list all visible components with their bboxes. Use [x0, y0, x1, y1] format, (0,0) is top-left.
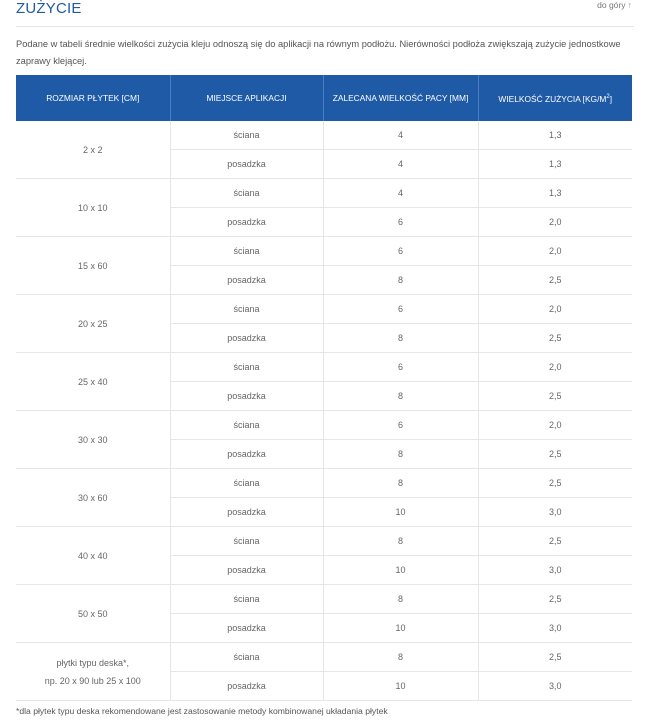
- usage-cell: 2,5: [478, 382, 632, 411]
- trowel-size-cell: 8: [323, 324, 478, 353]
- trowel-size-cell: 8: [323, 440, 478, 469]
- footnote: *dla płytek typu deska rekomendowane jest zastosowanie metody kombinowanej układania płytek: [16, 706, 388, 716]
- trowel-size-cell: 10: [323, 556, 478, 585]
- trowel-size-cell: 8: [323, 266, 478, 295]
- usage-cell: 2,5: [478, 585, 632, 614]
- usage-cell: 3,0: [478, 498, 632, 527]
- trowel-size-cell: 6: [323, 295, 478, 324]
- trowel-size-cell: 6: [323, 353, 478, 382]
- usage-table: [16, 75, 632, 701]
- trowel-size-cell: 4: [323, 179, 478, 208]
- header-usage-text: WIELKOŚĆ ZUŻYCIA [KG/M: [498, 93, 607, 104]
- application-place-cell: posadzka: [170, 672, 323, 701]
- application-place-cell: ściana: [170, 353, 323, 382]
- usage-cell: 2,0: [478, 208, 632, 237]
- application-place-cell: posadzka: [170, 150, 323, 179]
- usage-cell: 3,0: [478, 614, 632, 643]
- trowel-size-cell: 8: [323, 585, 478, 614]
- application-place-cell: ściana: [170, 411, 323, 440]
- application-place-cell: ściana: [170, 527, 323, 556]
- back-to-top-label: do góry: [597, 0, 626, 10]
- application-place-cell: ściana: [170, 237, 323, 266]
- application-place-cell: posadzka: [170, 614, 323, 643]
- application-place-cell: posadzka: [170, 440, 323, 469]
- usage-cell: 1,3: [478, 121, 632, 150]
- trowel-size-cell: 8: [323, 469, 478, 498]
- table-row: [16, 237, 632, 266]
- trowel-size-cell: 10: [323, 672, 478, 701]
- trowel-size-cell: 4: [323, 121, 478, 150]
- tile-size-cell: 10 x 10: [16, 179, 170, 237]
- application-place-cell: ściana: [170, 121, 323, 150]
- section-title: ZUŻYCIE: [16, 0, 82, 17]
- trowel-size-cell: 6: [323, 411, 478, 440]
- usage-cell: 1,3: [478, 179, 632, 208]
- tile-size-cell: 50 x 50: [16, 585, 170, 643]
- table-row: [16, 295, 632, 324]
- table-row: [16, 469, 632, 498]
- application-place-cell: posadzka: [170, 208, 323, 237]
- usage-cell: 2,0: [478, 295, 632, 324]
- tile-size-cell: 30 x 30: [16, 411, 170, 469]
- tile-size-cell: 2 x 2: [16, 121, 170, 179]
- table-header-row: [16, 75, 632, 121]
- tile-size-line: płytki typu deska*,: [56, 657, 130, 668]
- application-place-cell: ściana: [170, 643, 323, 672]
- trowel-size-cell: 10: [323, 498, 478, 527]
- table-row: [16, 411, 632, 440]
- trowel-size-cell: 10: [323, 614, 478, 643]
- table-row: [16, 121, 632, 150]
- trowel-size-cell: 8: [323, 382, 478, 411]
- header-usage-sup: 2: [606, 94, 610, 101]
- tile-size-cell: 20 x 25: [16, 295, 170, 353]
- application-place-cell: ściana: [170, 469, 323, 498]
- intro-text: Podane w tabeli średnie wielkości zużycia kleju odnoszą się do aplikacji na równym podłożu. Nierówności podłoża zwiększają zużycie jednostkowe zaprawy klejącej.: [16, 39, 621, 66]
- usage-cell: 2,0: [478, 353, 632, 382]
- application-place-cell: posadzka: [170, 556, 323, 585]
- table-row: [16, 353, 632, 382]
- back-to-top-link[interactable]: [597, 0, 632, 10]
- usage-cell: 2,0: [478, 411, 632, 440]
- usage-cell: 2,5: [478, 643, 632, 672]
- table-row: [16, 527, 632, 556]
- usage-cell: 3,0: [478, 556, 632, 585]
- trowel-size-cell: 6: [323, 208, 478, 237]
- tile-size-cell: [16, 643, 170, 701]
- arrow-up-icon: ↑: [627, 0, 632, 10]
- usage-cell: 2,5: [478, 266, 632, 295]
- tile-size-cell: 30 x 60: [16, 469, 170, 527]
- application-place-cell: posadzka: [170, 266, 323, 295]
- usage-cell: 3,0: [478, 672, 632, 701]
- application-place-cell: ściana: [170, 585, 323, 614]
- header-usage: [478, 75, 632, 121]
- trowel-size-cell: 6: [323, 237, 478, 266]
- usage-cell: 2,5: [478, 527, 632, 556]
- trowel-size-cell: 4: [323, 150, 478, 179]
- usage-cell: 2,5: [478, 324, 632, 353]
- application-place-cell: ściana: [170, 295, 323, 324]
- trowel-size-cell: 8: [323, 527, 478, 556]
- table-row: [16, 585, 632, 614]
- header-trowel: ZALECANA WIELKOŚĆ PACY [MM]: [323, 75, 478, 121]
- header-size: ROZMIAR PŁYTEK [CM]: [16, 75, 170, 121]
- title-divider: [16, 26, 634, 27]
- usage-cell: 2,5: [478, 440, 632, 469]
- tile-size-cell: 40 x 40: [16, 527, 170, 585]
- trowel-size-cell: 8: [323, 643, 478, 672]
- application-place-cell: ściana: [170, 179, 323, 208]
- usage-cell: 2,5: [478, 469, 632, 498]
- header-usage-end: ]: [609, 93, 613, 104]
- usage-cell: 2,0: [478, 237, 632, 266]
- header-place: MIEJSCE APLIKACJI: [170, 75, 323, 121]
- table-row: [16, 179, 632, 208]
- tile-size-line: np. 20 x 90 lub 25 x 100: [44, 675, 141, 686]
- application-place-cell: posadzka: [170, 324, 323, 353]
- application-place-cell: posadzka: [170, 382, 323, 411]
- table-row: [16, 643, 632, 672]
- table-body: [16, 121, 632, 701]
- usage-cell: 1,3: [478, 150, 632, 179]
- application-place-cell: posadzka: [170, 498, 323, 527]
- tile-size-cell: 15 x 60: [16, 237, 170, 295]
- tile-size-cell: 25 x 40: [16, 353, 170, 411]
